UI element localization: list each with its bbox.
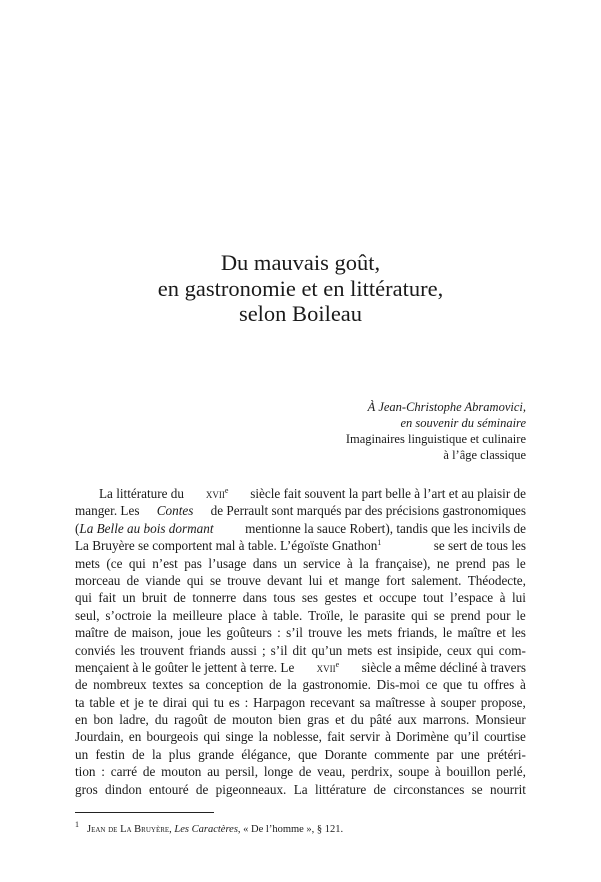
text-line bbox=[75, 520, 526, 537]
word: trouve bbox=[308, 625, 342, 641]
word: marrons. bbox=[422, 712, 470, 728]
word: qu’il bbox=[454, 729, 479, 745]
word: qui bbox=[476, 642, 494, 658]
word: pâté bbox=[369, 712, 392, 728]
footnote-reference: , « De l’homme », § 121. bbox=[237, 824, 344, 835]
word: Dorimène bbox=[396, 729, 449, 745]
word: pas bbox=[184, 555, 202, 571]
word: salement. bbox=[411, 572, 462, 588]
word: trouve bbox=[227, 572, 261, 588]
word: joue bbox=[178, 625, 202, 641]
word: ta bbox=[75, 694, 85, 710]
word: l’espace bbox=[449, 590, 494, 606]
footnote-ref: 1 bbox=[377, 538, 382, 548]
text-line bbox=[75, 781, 526, 798]
word: tu bbox=[213, 694, 224, 710]
word: Théodecte, bbox=[467, 572, 526, 588]
word: se bbox=[471, 781, 483, 797]
text-line bbox=[75, 537, 526, 554]
word: pigeonneaux. bbox=[215, 781, 287, 797]
word: ; bbox=[261, 642, 266, 658]
word: à bbox=[261, 607, 268, 623]
word: tonnerre bbox=[192, 590, 237, 606]
text-span: se sert de tous les bbox=[433, 538, 526, 554]
word: de bbox=[75, 677, 88, 693]
word: du bbox=[154, 712, 169, 728]
word: qui bbox=[192, 694, 209, 710]
text-line bbox=[75, 728, 526, 745]
text-span bbox=[75, 520, 213, 537]
word: de bbox=[142, 764, 156, 780]
text-line bbox=[75, 676, 526, 693]
word: que bbox=[443, 677, 463, 693]
word: qui bbox=[128, 555, 146, 571]
word: bruit bbox=[142, 590, 167, 606]
word: tion bbox=[75, 764, 96, 780]
text-line bbox=[75, 589, 526, 606]
word: le bbox=[348, 607, 359, 623]
footnote bbox=[75, 820, 344, 836]
word: circonstances bbox=[393, 781, 465, 797]
word: fait bbox=[98, 590, 116, 606]
word: (ce bbox=[106, 555, 123, 571]
word: dans bbox=[242, 590, 267, 606]
word: place bbox=[228, 607, 256, 623]
chapter-title bbox=[60, 250, 541, 327]
word: par bbox=[436, 746, 454, 762]
dedication bbox=[346, 399, 526, 463]
word: prétéri- bbox=[487, 746, 526, 762]
word: seul, bbox=[75, 607, 100, 623]
word: dans bbox=[252, 555, 278, 571]
word: table. bbox=[273, 607, 303, 623]
word: à bbox=[434, 764, 441, 780]
word: conviés bbox=[75, 642, 116, 658]
word: je bbox=[134, 694, 144, 710]
word: mouton bbox=[232, 712, 273, 728]
word: sa bbox=[359, 694, 371, 710]
word: qui bbox=[411, 607, 428, 623]
dedication-line-3: Imaginaires linguistique et culinaire bbox=[345, 432, 526, 446]
word: à bbox=[519, 677, 526, 693]
word: tout bbox=[422, 590, 444, 606]
text-span: siècle a même décliné à travers bbox=[361, 659, 526, 675]
word: pour bbox=[486, 607, 511, 623]
word: et bbox=[363, 590, 373, 606]
text-line bbox=[75, 746, 526, 763]
text-span: La littérature du bbox=[99, 486, 184, 501]
word: noblesse, bbox=[273, 729, 322, 745]
word: singe bbox=[225, 729, 254, 745]
title-line-2: en gastronomie et en littérature, bbox=[157, 275, 444, 301]
word: de bbox=[373, 781, 386, 797]
word: les bbox=[120, 642, 135, 658]
word: l’usage bbox=[208, 555, 247, 571]
century-numeral: xvii bbox=[316, 659, 336, 675]
text-line bbox=[75, 555, 526, 572]
word: et bbox=[328, 572, 339, 588]
word: les bbox=[347, 625, 362, 641]
word: propose, bbox=[480, 694, 526, 710]
word: maître bbox=[75, 625, 109, 641]
word: se bbox=[209, 572, 221, 588]
text-line bbox=[75, 642, 526, 659]
word: de bbox=[213, 712, 227, 728]
word: dirai bbox=[162, 694, 188, 710]
word: aussi bbox=[230, 642, 257, 658]
word: et bbox=[335, 712, 345, 728]
word: à bbox=[430, 694, 436, 710]
word: lui bbox=[511, 590, 526, 606]
word: maître bbox=[457, 625, 492, 641]
italic-title: Contes bbox=[156, 503, 194, 519]
word: pas bbox=[492, 555, 510, 571]
word: carré bbox=[110, 764, 138, 780]
word: le bbox=[442, 625, 453, 641]
word: et bbox=[119, 694, 130, 710]
word: Troïle, bbox=[308, 607, 344, 623]
text-line bbox=[75, 711, 526, 728]
word: de bbox=[173, 590, 186, 606]
word: Monsieur bbox=[475, 712, 526, 728]
word: et bbox=[496, 625, 506, 641]
footnote-rule bbox=[75, 812, 214, 813]
word: que bbox=[298, 746, 318, 762]
word: en bbox=[75, 712, 88, 728]
title-line-1: Du mauvais goût, bbox=[220, 250, 381, 275]
word: à bbox=[346, 555, 353, 571]
footnote-number: 1 bbox=[75, 820, 79, 829]
word: de bbox=[132, 746, 145, 762]
word: goûteurs bbox=[226, 625, 272, 641]
word: textes bbox=[152, 677, 184, 693]
paren: ( bbox=[75, 520, 80, 536]
word: de bbox=[298, 764, 312, 780]
text-span: mençaient à le goûter le jettent à terre. Le bbox=[75, 659, 295, 675]
word: servir bbox=[349, 729, 380, 745]
text-line bbox=[75, 502, 526, 519]
word: une bbox=[460, 746, 480, 762]
word: conception bbox=[205, 677, 264, 693]
word: de bbox=[269, 677, 282, 693]
word: la bbox=[359, 555, 369, 571]
dedication-line-1: À Jean-Christophe Abramovici, bbox=[367, 400, 526, 414]
word: ce bbox=[425, 677, 438, 693]
word: sa bbox=[188, 677, 200, 693]
word: ceux bbox=[446, 642, 472, 658]
text-span: siècle fait souvent la part belle à l’art et au plaisir de bbox=[250, 486, 526, 501]
word: littérature bbox=[314, 781, 367, 797]
footnote-separator: , bbox=[169, 824, 175, 835]
text-line bbox=[75, 694, 526, 711]
word: se bbox=[433, 607, 445, 623]
word: ses bbox=[301, 590, 318, 606]
word: qui bbox=[75, 590, 92, 606]
word: perdrix, bbox=[351, 764, 393, 780]
word: mets bbox=[75, 555, 100, 571]
word: insipide, bbox=[396, 642, 442, 658]
word: plus bbox=[168, 746, 191, 762]
superscript: e bbox=[335, 659, 340, 669]
text-line bbox=[75, 624, 526, 641]
word: à bbox=[385, 729, 391, 745]
word: fort bbox=[386, 572, 406, 588]
word: la bbox=[258, 729, 269, 745]
word: Jourdain, bbox=[75, 729, 124, 745]
word: qui bbox=[203, 729, 221, 745]
word: prend bbox=[455, 555, 486, 571]
word: les bbox=[206, 625, 222, 641]
text-span: manger. Les bbox=[75, 503, 140, 519]
word: bien bbox=[278, 712, 302, 728]
text-span: de Perrault sont marqués par des précisions gastronomiques bbox=[210, 503, 526, 519]
word: gestes bbox=[324, 590, 357, 606]
word: La bbox=[293, 781, 308, 797]
word: à bbox=[499, 590, 506, 606]
word: n’est bbox=[152, 555, 178, 571]
word: viande bbox=[145, 572, 181, 588]
word: mets bbox=[367, 625, 393, 641]
word: morceau bbox=[75, 572, 121, 588]
text-line bbox=[75, 607, 526, 624]
word: s’il bbox=[270, 642, 288, 658]
word: dit bbox=[292, 642, 307, 658]
word: courtise bbox=[484, 729, 526, 745]
word: au bbox=[207, 764, 220, 780]
word: te bbox=[148, 694, 159, 710]
word: : bbox=[277, 625, 281, 641]
word: nombreux bbox=[93, 677, 147, 693]
word: perlé, bbox=[496, 764, 526, 780]
word: gastronomie. bbox=[302, 677, 371, 693]
text-span: La Bruyère se comportent mal à table. L’égoïste Gnathon bbox=[75, 538, 378, 554]
word: offres bbox=[483, 677, 515, 693]
word: de bbox=[126, 572, 140, 588]
word: occupe bbox=[379, 590, 417, 606]
word: est bbox=[377, 642, 392, 658]
word: fait bbox=[327, 729, 345, 745]
text-line bbox=[75, 659, 526, 676]
word: entouré bbox=[149, 781, 189, 797]
text-span bbox=[206, 485, 229, 502]
word: un bbox=[75, 746, 89, 762]
word: mouton bbox=[161, 764, 202, 780]
word: ne bbox=[436, 555, 450, 571]
word: le bbox=[516, 555, 526, 571]
word: élégance, bbox=[241, 746, 291, 762]
word: mets bbox=[347, 642, 373, 658]
word: prend bbox=[450, 607, 481, 623]
word: souper bbox=[440, 694, 476, 710]
word: la bbox=[157, 607, 167, 623]
word: bon bbox=[93, 712, 114, 728]
word: tous bbox=[273, 590, 296, 606]
word: persil, bbox=[225, 764, 259, 780]
title-line-3: selon Boileau bbox=[238, 301, 363, 326]
word: française), bbox=[375, 555, 431, 571]
word: friands bbox=[188, 642, 226, 658]
word: un bbox=[122, 590, 136, 606]
superscript: e bbox=[224, 486, 229, 495]
word: qui bbox=[186, 572, 204, 588]
footnote-work-title: Les Caractères bbox=[174, 824, 238, 835]
text-line bbox=[75, 485, 526, 502]
word: un bbox=[283, 555, 297, 571]
text-span bbox=[75, 537, 381, 554]
word: service bbox=[303, 555, 341, 571]
word: s’octroie bbox=[105, 607, 152, 623]
word: mange bbox=[344, 572, 380, 588]
word: s’il bbox=[286, 625, 303, 641]
word: du bbox=[350, 712, 364, 728]
word: qu’un bbox=[311, 642, 343, 658]
word: trouvent bbox=[139, 642, 184, 658]
word: bouillon bbox=[446, 764, 491, 780]
word: gros bbox=[75, 781, 98, 797]
word: es bbox=[228, 694, 240, 710]
word: la bbox=[151, 746, 162, 762]
word: dindon bbox=[105, 781, 142, 797]
word: veau, bbox=[317, 764, 346, 780]
word: aux bbox=[397, 712, 417, 728]
word: friands, bbox=[397, 625, 438, 641]
word: Harpagon bbox=[253, 694, 306, 710]
italic-title: La Belle au bois dormant bbox=[79, 520, 214, 536]
word: de bbox=[195, 781, 209, 797]
word: table bbox=[89, 694, 116, 710]
word: maîtresse bbox=[375, 694, 426, 710]
dedication-line-4: à l’âge classique bbox=[443, 448, 526, 462]
word: grande bbox=[198, 746, 234, 762]
word: bourgeois bbox=[146, 729, 199, 745]
word: ragoût bbox=[174, 712, 208, 728]
word: ladre, bbox=[119, 712, 149, 728]
text-line bbox=[75, 763, 526, 780]
word: lui bbox=[308, 572, 323, 588]
word: festin bbox=[95, 746, 125, 762]
word: : bbox=[244, 694, 249, 710]
word: maison, bbox=[131, 625, 174, 641]
text-line bbox=[75, 572, 526, 589]
word: recevant bbox=[310, 694, 355, 710]
word: les bbox=[511, 625, 526, 641]
text-span bbox=[317, 659, 340, 676]
word: gras bbox=[307, 712, 330, 728]
word: Dis-moi bbox=[376, 677, 420, 693]
text-span: mentionne la sauce Robert), tandis que les incivils de bbox=[245, 520, 526, 536]
word: meilleure bbox=[172, 607, 223, 623]
century-numeral: xvii bbox=[205, 486, 225, 501]
word: de bbox=[113, 625, 127, 641]
body-text bbox=[75, 485, 526, 798]
word: devant bbox=[267, 572, 303, 588]
word: commente bbox=[374, 746, 430, 762]
word: soupe bbox=[398, 764, 430, 780]
word: com- bbox=[498, 642, 526, 658]
word: Dorante bbox=[324, 746, 367, 762]
footnote-author-first: Jean de bbox=[87, 824, 121, 835]
dedication-line-2: en souvenir du séminaire bbox=[400, 416, 526, 430]
word: nourrit bbox=[490, 781, 526, 797]
word: longe bbox=[263, 764, 294, 780]
word: en bbox=[128, 729, 142, 745]
word: tu bbox=[467, 677, 479, 693]
word: parasite bbox=[364, 607, 406, 623]
word: la bbox=[287, 677, 297, 693]
word: : bbox=[101, 764, 105, 780]
word: le bbox=[516, 607, 526, 623]
footnote-author-last: La Bruyère bbox=[120, 824, 170, 835]
